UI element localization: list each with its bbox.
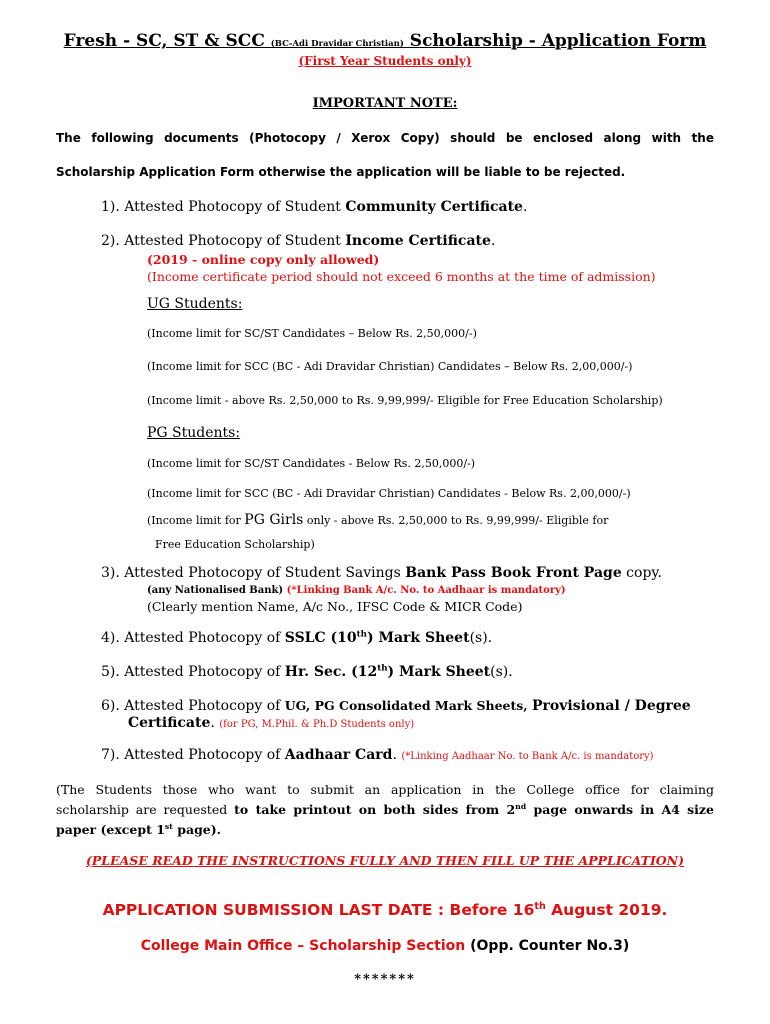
important-note-heading: IMPORTANT NOTE: (312, 96, 458, 111)
item-text: Attested Photocopy of (124, 630, 285, 646)
item-sup: th (377, 663, 388, 674)
item-number: 5). (101, 664, 120, 680)
bank-nationalised: (any Nationalised Bank) (147, 585, 284, 596)
office-name: College Main Office – Scholarship Section (140, 938, 466, 954)
ug-students-heading: UG Students: (147, 296, 243, 312)
title-fresh: Fresh (63, 31, 118, 51)
list-item-7 (101, 747, 654, 763)
closing-sup: nd (515, 801, 527, 811)
closing-bold-3: paper (except 1 (56, 822, 165, 837)
form-subtitle: (First Year Students only) (298, 54, 472, 68)
item-bold: Aadhaar Card (284, 747, 393, 763)
item-bold: Community Certificate (345, 199, 523, 215)
item-bold: Income Certificate (345, 233, 491, 249)
item-post: . (490, 233, 496, 249)
ug-income-sc-st: (Income limit for SC/ST Candidates – Below Rs. 2,50,000/-) (147, 327, 477, 340)
item-post: . (522, 199, 528, 215)
list-item-1 (101, 199, 527, 215)
list-item-6 (101, 698, 691, 714)
item-bold: Hr. Sec. (12 (284, 664, 378, 680)
ug-income-scc: (Income limit for SCC (BC - Adi Dravidar Christian) Candidates – Below Rs. 2,00,000/-) (147, 360, 633, 373)
closing-line-3 (56, 822, 221, 837)
intro-line-1: The following documents (Photocopy / Xerox Copy) should be enclosed along with the (56, 131, 714, 145)
item-number: 6). (101, 698, 120, 714)
office-location (0, 938, 770, 954)
title-parenthetical: (BC-Adi Dravidar Christian) (270, 39, 404, 49)
pg-only-note: (for PG, M.Phil. & Ph.D Students only) (219, 719, 415, 730)
bank-linking-note: (*Linking Bank A/c. No. to Aadhaar is mandatory) (283, 585, 566, 596)
closing-bold: to take printout on both sides from 2 (234, 802, 516, 817)
pg-girls-label: PG Girls (244, 512, 304, 528)
bank-note (147, 585, 566, 596)
closing-line-2 (56, 802, 714, 817)
item-post: . (392, 747, 402, 763)
title-categories: - SC, ST & SCC (117, 31, 271, 51)
bank-details-note: (Clearly mention Name, A/c No., IFSC Code & MICR Code) (147, 599, 523, 614)
closing-bold-2: page onwards in A4 size (526, 802, 714, 817)
read-instructions-notice: (PLEASE READ THE INSTRUCTIONS FULLY AND THEN FILL UP THE APPLICATION) (85, 853, 685, 868)
item-number: 2). (101, 233, 120, 249)
intro-line-2: Scholarship Application Form otherwise the application will be liable to be rejected. (56, 165, 626, 179)
item-text: Attested Photocopy of (124, 747, 285, 763)
item-bold: Bank Pass Book Front Page (405, 565, 622, 581)
income-online-note: (2019 - online copy only allowed) (147, 252, 380, 267)
item-number: 3). (101, 565, 120, 581)
deadline-month-year: August 2019 (545, 901, 662, 919)
item-number: 4). (101, 630, 120, 646)
item-bold: SSLC (10 (284, 630, 357, 646)
list-item-6-cont (128, 715, 414, 731)
item-text: Attested Photocopy of Student (124, 199, 346, 215)
item-bold-2: ) Mark Sheet (366, 630, 470, 646)
closing-line-1: (The Students those who want to submit an application in the College office for claiming (56, 782, 714, 797)
item-sup: th (356, 629, 367, 640)
closing-sup-2: st (164, 821, 173, 831)
item-bold: UG, PG Consolidated Mark Sheets, (284, 698, 533, 713)
deadline-dot: . (661, 901, 668, 919)
pg-income-sc-st: (Income limit for SC/ST Candidates - Below Rs. 2,50,000/-) (147, 457, 476, 470)
item-number: 1). (101, 199, 120, 215)
item-bold-2: ) Mark Sheet (387, 664, 491, 680)
item-text: Attested Photocopy of (124, 664, 285, 680)
item-bold-3: Certificate (128, 715, 211, 731)
deadline-sup: th (534, 900, 546, 912)
deadline-date: Before 16 (449, 901, 535, 919)
list-item-4 (101, 630, 492, 646)
item-bold-2: Provisional / Degree (532, 698, 691, 714)
item-post: (s). (490, 664, 513, 680)
item-text: Attested Photocopy of Student (124, 233, 346, 249)
item-post: copy. (621, 565, 662, 581)
pg-income-girls-cont: Free Education Scholarship) (155, 538, 315, 551)
item-post: (s). (469, 630, 493, 646)
closing-pre: scholarship are requested (56, 802, 235, 817)
deadline-label: APPLICATION SUBMISSION LAST DATE : (102, 901, 450, 919)
office-counter: (Opp. Counter No.3) (465, 938, 630, 954)
end-stars: ******* (354, 972, 416, 987)
item-post: . (210, 715, 220, 731)
pg-girls-post: only - above Rs. 2,50,000 to Rs. 9,99,999/- Eligible for (303, 514, 609, 527)
list-item-3 (101, 565, 662, 581)
title-rest: Scholarship - Application Form (403, 31, 707, 51)
item-text: Attested Photocopy of (124, 698, 285, 714)
pg-girls-pre: (Income limit for (147, 514, 245, 527)
pg-students-heading: PG Students: (147, 425, 241, 441)
aadhaar-linking-note: (*Linking Aadhaar No. to Bank A/c. is mandatory) (401, 751, 654, 762)
list-item-2 (101, 233, 495, 249)
income-period-note: (Income certificate period should not exceed 6 months at the time of admission) (147, 269, 656, 284)
item-number: 7). (101, 747, 120, 763)
pg-income-girls (147, 512, 608, 528)
pg-income-scc: (Income limit for SCC (BC - Adi Dravidar Christian) Candidates - Below Rs. 2,00,000/-) (147, 487, 631, 500)
submission-deadline (0, 901, 770, 919)
closing-bold-4: page). (172, 822, 222, 837)
list-item-5 (101, 664, 513, 680)
form-title (0, 31, 770, 51)
ug-income-free-education: (Income limit - above Rs. 2,50,000 to Rs. 9,99,999/- Eligible for Free Education Scholarship) (147, 394, 663, 407)
item-text: Attested Photocopy of Student Savings (124, 565, 406, 581)
